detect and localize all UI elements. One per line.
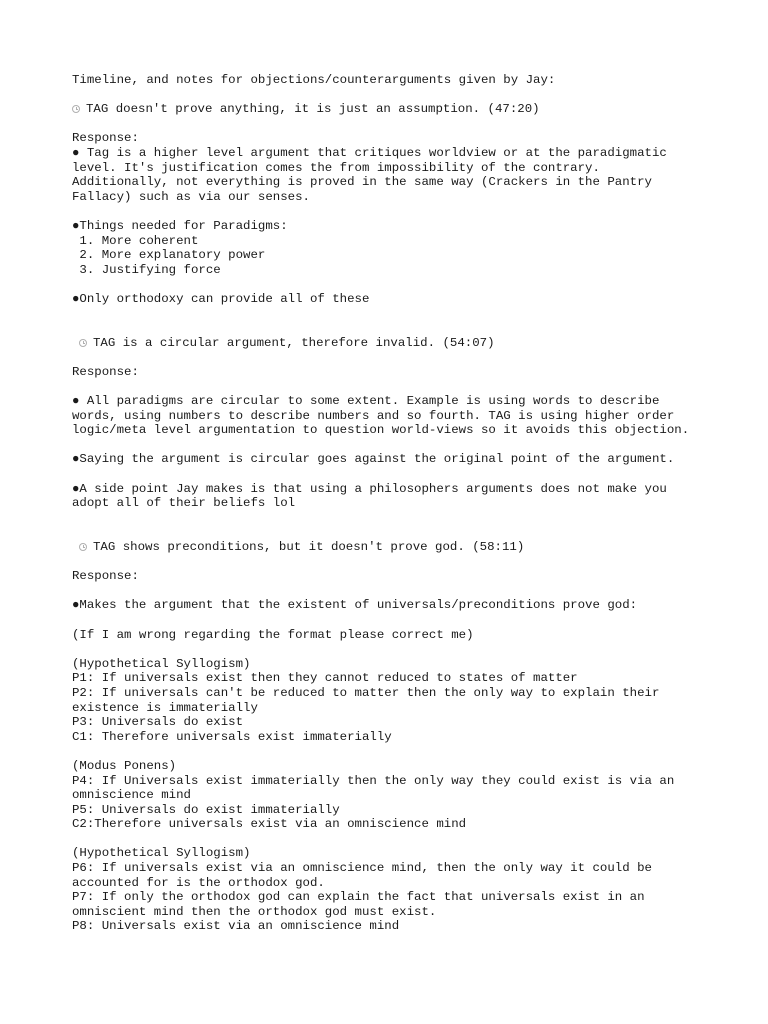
list-item: 3. Justifying force: [72, 262, 221, 277]
syllogism-block: [72, 759, 732, 832]
text-line: ●A side point Jay makes is that using a philosophers arguments does not make you: [72, 481, 667, 496]
text-line: logic/meta level argumentation to question world-views so it avoids this objection.: [72, 423, 690, 438]
text-line: adopt all of their beliefs lol: [72, 496, 296, 511]
response-label: Response:: [72, 131, 139, 146]
paragraph: [72, 394, 732, 438]
document-title: Timeline, and notes for objections/counterarguments given by Jay:: [72, 73, 556, 87]
text-line: Fallacy) such as via our senses.: [72, 189, 310, 204]
clock-icon: [72, 105, 80, 113]
objection-3: [72, 540, 732, 555]
text-line: ● Tag is a higher level argument that critiques worldview or at the paradigmatic: [72, 145, 667, 160]
text-line: ●Only orthodoxy can provide all of these: [72, 291, 370, 306]
text-line: P1: If universals exist then they cannot reduced to states of matter: [72, 671, 578, 686]
text-line: P6: If universals exist via an omniscience mind, then the only way it could be: [72, 861, 652, 876]
paragraph: [72, 482, 732, 511]
text-line: P3: Universals do exist: [72, 715, 244, 730]
objection-text: TAG doesn't prove anything, it is just an assumption. (47:20): [86, 102, 540, 117]
text-line: (Hypothetical Syllogism): [72, 656, 251, 671]
document-body: [72, 73, 732, 934]
objection-1: [72, 102, 732, 117]
text-line: (Modus Ponens): [72, 758, 177, 773]
text-line: omniscient mind then the orthodox god must exist.: [72, 904, 437, 919]
text-line: C2:Therefore universals exist via an omniscience mind: [72, 817, 467, 832]
text-line: P4: If Universals exist immaterially then the only way they could exist is via an: [72, 773, 675, 788]
objection-text: TAG is a circular argument, therefore invalid. (54:07): [93, 335, 495, 350]
objection-2: [72, 336, 732, 351]
text-line: C1: Therefore universals exist immaterially: [72, 729, 392, 744]
objection-text: TAG shows preconditions, but it doesn't prove god. (58:11): [93, 540, 525, 554]
paragraph: [72, 146, 732, 204]
text-line: ●Things needed for Paradigms:: [72, 218, 288, 233]
response-label: Response:: [72, 569, 139, 584]
text-line: Additionally, not everything is proved in the same way (Crackers in the Pantry: [72, 175, 652, 190]
text-line: P7: If only the orthodox god can explain the fact that universals exist in an: [72, 890, 645, 905]
text-line: omniscience mind: [72, 788, 191, 803]
text-line: words, using numbers to describe numbers and so fourth. TAG is using higher order: [72, 408, 675, 423]
text-line: existence is immaterially: [72, 700, 258, 715]
text-line: level. It's justification comes the from impossibility of the contrary.: [72, 160, 600, 175]
text-line: P8: Universals exist via an omniscience mind: [72, 919, 400, 934]
text-line: P5: Universals do exist immaterially: [72, 802, 340, 817]
text-line: ●Saying the argument is circular goes against the original point of the argument.: [72, 452, 675, 467]
text-line: (Hypothetical Syllogism): [72, 846, 251, 861]
list-item: 1. More coherent: [72, 233, 199, 248]
clock-icon: [79, 543, 87, 551]
syllogism-block: [72, 846, 732, 934]
text-line: accounted for is the orthodox god.: [72, 875, 325, 890]
text-line: ●Makes the argument that the existent of universals/preconditions prove god:: [72, 598, 638, 613]
response-label: Response:: [72, 364, 139, 379]
text-line: P2: If universals can't be reduced to matter then the only way to explain their: [72, 685, 660, 700]
text-line: ● All paradigms are circular to some extent. Example is using words to describe: [72, 394, 660, 409]
text-line: (If I am wrong regarding the format please correct me): [72, 627, 474, 642]
clock-icon: [79, 339, 87, 347]
list-item: 2. More explanatory power: [72, 248, 266, 263]
syllogism-block: [72, 657, 732, 745]
paradigm-needs-list: [72, 219, 732, 277]
